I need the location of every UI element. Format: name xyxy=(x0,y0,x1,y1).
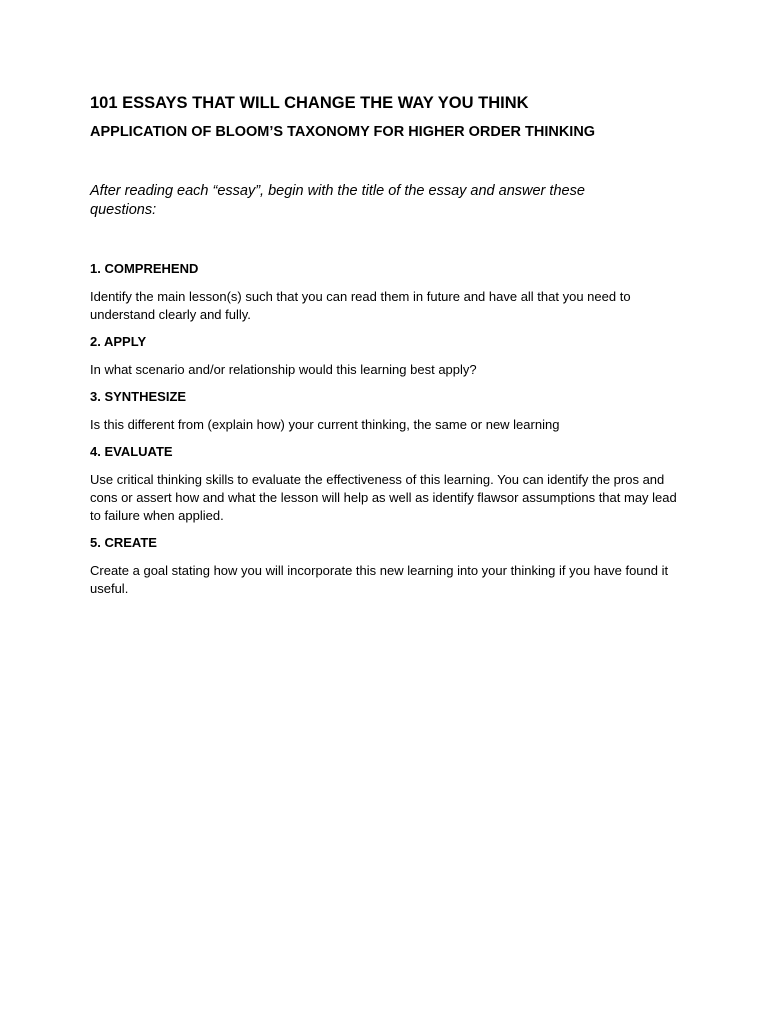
section-body: Use critical thinking skills to evaluate the effectiveness of this learning. You can identify the pros and cons or assert how and what the lesson will help as well as identify flawsor assumptions that may lead to failure when applied. xyxy=(90,472,677,523)
section-synthesize xyxy=(90,388,690,434)
section-heading: 2. APPLY xyxy=(90,334,147,349)
section-heading: 5. CREATE xyxy=(90,535,157,550)
document-subtitle: APPLICATION OF BLOOM’S TAXONOMY FOR HIGHER ORDER THINKING xyxy=(90,124,596,140)
section-body: In what scenario and/or relationship would this learning best apply? xyxy=(90,362,477,377)
taxonomy-sections xyxy=(90,260,690,598)
section-heading: 3. SYNTHESIZE xyxy=(90,389,187,404)
section-body: Create a goal stating how you will incorporate this new learning into your thinking if you have found it useful. xyxy=(90,563,669,596)
document-page xyxy=(90,92,690,607)
section-heading: 4. EVALUATE xyxy=(90,444,173,459)
section-body: Is this different from (explain how) your current thinking, the same or new learning xyxy=(90,417,560,432)
section-body: Identify the main lesson(s) such that you can read them in future and have all that you need to understand clearly and fully. xyxy=(90,289,631,322)
section-apply xyxy=(90,333,690,379)
section-heading: 1. COMPREHEND xyxy=(90,261,199,276)
section-comprehend xyxy=(90,260,690,324)
intro-instructions: After reading each “essay”, begin with the title of the essay and answer these questions: xyxy=(90,183,585,218)
document-title: 101 ESSAYS THAT WILL CHANGE THE WAY YOU THINK xyxy=(90,94,529,112)
section-evaluate xyxy=(90,443,690,525)
section-create xyxy=(90,534,690,598)
